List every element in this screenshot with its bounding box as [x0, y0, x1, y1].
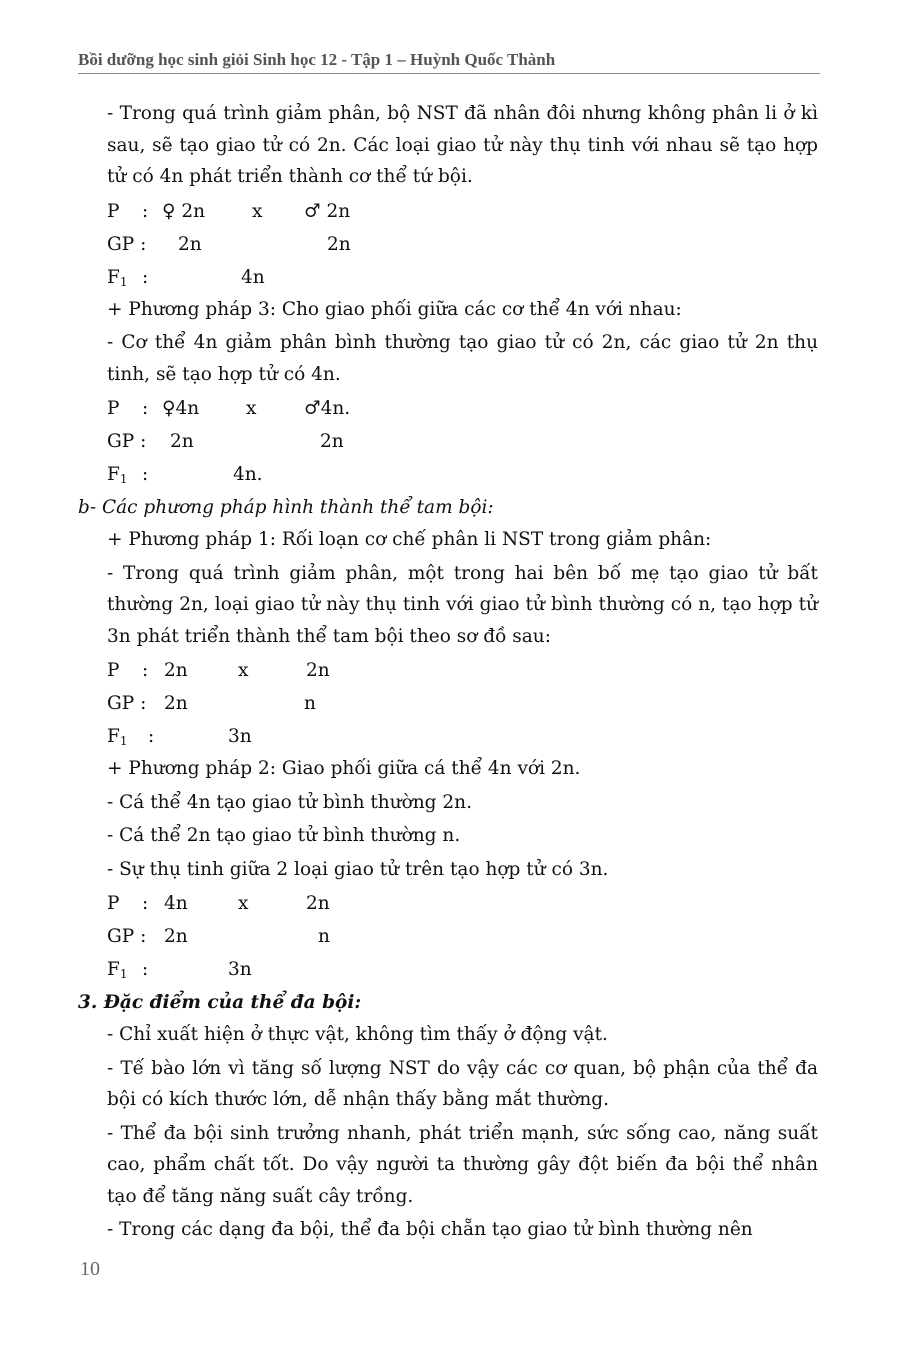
cross-gamete-a: 2n: [164, 693, 188, 714]
cross-gamete-a: 2n: [170, 431, 194, 452]
section-heading-3: 3. Đặc điểm của thể đa bội:: [78, 992, 362, 1013]
cross-parent-a: 2n: [164, 660, 188, 681]
cross-parent-b: 2n: [306, 893, 330, 914]
cross-label-sub: 1: [119, 967, 128, 981]
cross-label-sub: 1: [119, 472, 128, 486]
paragraph: - Tế bào lớn vì tăng số lượng NST do vậy các cơ quan, bộ phận của thể đa bội có kích thước lớn, dễ nhận thấy bằng mắt thường.: [107, 1057, 818, 1110]
cross-label-text: F: [107, 266, 120, 288]
cross-diagram-2: [78, 392, 818, 491]
cross-gamete-a: 2n: [178, 233, 202, 255]
cross-row-p: [78, 887, 818, 920]
cross-label: GP :: [107, 431, 147, 452]
cross-sep: :: [142, 200, 149, 222]
cross-row-f1: [78, 720, 818, 753]
cross-label: P: [107, 660, 120, 681]
cross-row-gp: [78, 425, 818, 458]
cross-x: x: [252, 200, 263, 222]
cross-label-text: F: [107, 959, 120, 980]
cross-sep: :: [142, 464, 149, 485]
cross-row-gp: [78, 920, 818, 953]
paragraph: + Phương pháp 2: Giao phối giữa cá thể 4n với 2n.: [107, 758, 581, 779]
paragraph: - Thể đa bội sinh trưởng nhanh, phát triển mạnh, sức sống cao, năng suất cao, phẩm chất tốt. Do vậy người ta thường gây đột biến đa bội thể nhân tạo để tăng năng suất cây trồng.: [107, 1122, 818, 1207]
cross-gamete-a: 2n: [164, 926, 188, 947]
cross-row-p: [78, 392, 818, 425]
paragraph: + Phương pháp 3: Cho giao phối giữa các cơ thể 4n với nhau:: [107, 298, 682, 320]
cross-parent-a: ♀ 2n: [162, 200, 206, 222]
cross-label-sub: 1: [119, 274, 128, 289]
paragraph: - Chỉ xuất hiện ở thực vật, không tìm thấy ở động vật.: [107, 1024, 608, 1045]
cross-gamete-b: 2n: [320, 431, 344, 452]
cross-row-p: [78, 195, 818, 228]
paragraph: - Cá thể 2n tạo giao tử bình thường n.: [107, 825, 461, 846]
cross-row-f1: [78, 261, 818, 294]
cross-diagram-3: [78, 654, 818, 753]
page-number: 10: [80, 1258, 100, 1280]
cross-label: [107, 458, 127, 496]
cross-gamete-b: 2n: [327, 233, 351, 255]
cross-sep: :: [142, 660, 149, 681]
cross-parent-a: ♀4n: [162, 398, 200, 419]
cross-row-f1: [78, 458, 818, 491]
paragraph: + Phương pháp 1: Rối loạn cơ chế phân li NST trong giảm phân:: [107, 529, 712, 550]
cross-label: GP :: [107, 926, 147, 947]
paragraph: - Cá thể 4n tạo giao tử bình thường 2n.: [107, 791, 472, 813]
paragraph: - Sự thụ tinh giữa 2 loại giao tử trên tạo hợp tử có 3n.: [107, 858, 609, 880]
cross-label: GP :: [107, 233, 147, 255]
running-header: Bồi dưỡng học sinh giỏi Sinh học 12 - Tập 1 – Huỳnh Quốc Thành: [78, 50, 820, 74]
cross-sep: :: [142, 266, 149, 288]
cross-sep: :: [148, 726, 155, 747]
cross-label: GP :: [107, 693, 147, 714]
cross-parent-b: 2n: [306, 660, 330, 681]
cross-diagram-4: [78, 887, 818, 986]
cross-label: P: [107, 893, 120, 914]
cross-sep: :: [142, 893, 149, 914]
section-heading-b: b- Các phương pháp hình thành thể tam bội:: [78, 497, 494, 518]
cross-row-gp: [78, 687, 818, 720]
cross-row-p: [78, 654, 818, 687]
cross-row-gp: [78, 228, 818, 261]
cross-label: P: [107, 398, 120, 419]
cross-parent-b: ♂ 2n: [304, 200, 351, 222]
cross-offspring: 4n: [241, 266, 265, 288]
cross-label: [107, 261, 127, 299]
cross-x: x: [238, 660, 249, 681]
cross-offspring: 4n.: [233, 464, 263, 485]
paragraph: - Trong quá trình giảm phân, một trong hai bên bố mẹ tạo giao tử bất thường 2n, loại giao tử này thụ tinh với giao tử bình thường có n, tạo hợp tử 3n phát triển thành thể tam bội theo sơ đồ sau:: [107, 562, 818, 647]
cross-parent-b: ♂4n.: [304, 398, 351, 419]
page-body: [78, 98, 818, 1248]
cross-diagram-1: [78, 195, 818, 294]
cross-label: [107, 720, 127, 758]
paragraph: - Trong quá trình giảm phân, bộ NST đã nhân đôi nhưng không phân li ở kì sau, sẽ tạo giao tử có 2n. Các loại giao tử này thụ tinh với nhau sẽ tạo hợp tử có 4n phát triển thành cơ thể tứ bội.: [107, 103, 818, 187]
cross-gamete-b: n: [304, 693, 316, 714]
cross-label-text: F: [107, 464, 120, 485]
cross-row-f1: [78, 953, 818, 986]
cross-x: x: [246, 398, 257, 419]
cross-x: x: [238, 893, 249, 914]
paragraph: - Cơ thể 4n giảm phân bình thường tạo giao tử có 2n, các giao tử 2n thụ tinh, sẽ tạo hợp tử có 4n.: [107, 332, 818, 385]
cross-sep: :: [142, 398, 149, 419]
cross-offspring: 3n: [228, 726, 252, 747]
paragraph: - Trong các dạng đa bội, thể đa bội chẵn tạo giao tử bình thường nên: [107, 1219, 753, 1240]
cross-label-sub: 1: [119, 734, 128, 748]
cross-label: P: [107, 200, 120, 222]
cross-label: [107, 953, 127, 991]
cross-sep: :: [142, 959, 149, 980]
cross-label-text: F: [107, 726, 120, 747]
cross-gamete-b: n: [318, 926, 330, 947]
cross-offspring: 3n: [228, 959, 252, 980]
cross-parent-a: 4n: [164, 893, 188, 914]
